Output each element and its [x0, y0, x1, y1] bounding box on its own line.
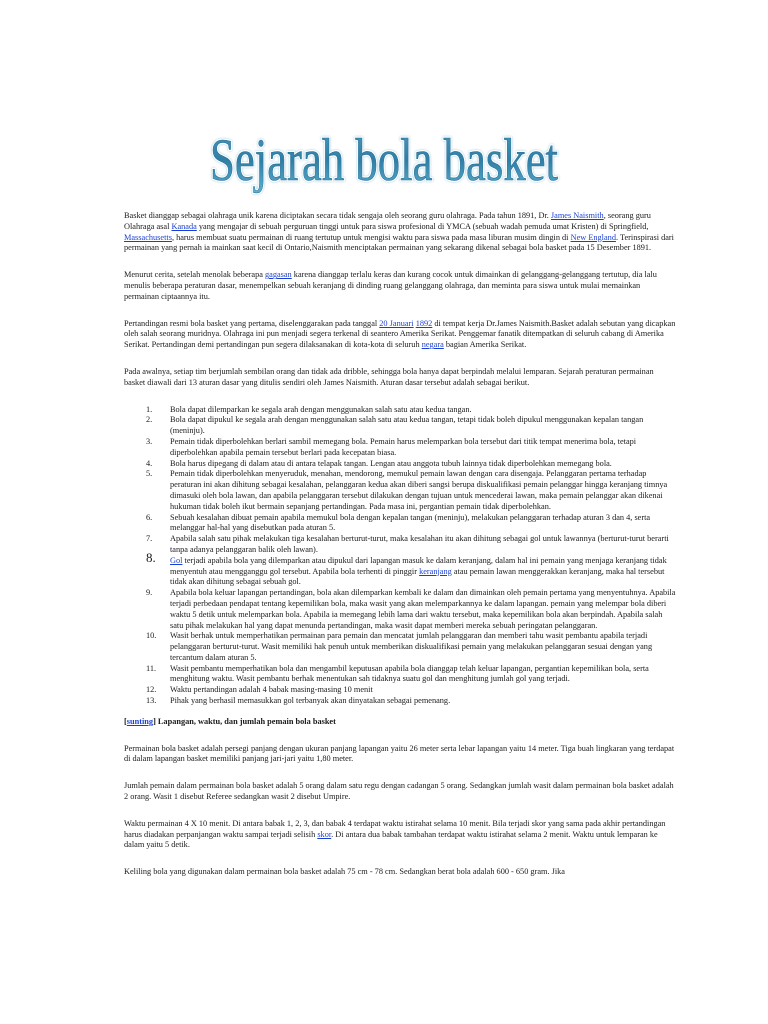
list-item — [124, 513, 676, 535]
text: Basket dianggap sebagai olahraga unik karena diciptakan secara tidak sengaja oleh seorang guru olahraga. Pada tahun 1891, Dr. — [124, 211, 551, 220]
link-keranjang[interactable]: keranjang — [419, 566, 452, 576]
text: yang mengajar di sebuah perguruan tinggi untuk para siswa profesional di YMCA (sebuah wadah pemuda umat Kristen) di Springfield, — [196, 221, 649, 231]
list-number: 12. — [146, 685, 157, 695]
paragraph-history-intro — [124, 211, 676, 254]
text: . Terinspirasi dari permainan yang pernah ia mainkan saat kecil di Ontario,Naismith menciptakan permainan yang sekarang dikenal sebagai bola basket pada 15 Desember 1891. — [124, 232, 674, 253]
text: . Di antara dua babak tambahan terdapat waktu istirahat selama 2 menit. Waktu untuk lemparan ke dalam yaitu 5 detik. — [124, 829, 658, 850]
list-number: 10. — [146, 631, 157, 641]
text: , harus membuat suatu permainan di ruang tertutup untuk mengisi waktu para siswa pada masa liburan musim dingin di — [171, 232, 571, 242]
text: Menurut cerita, setelah menolak beberapa — [124, 270, 265, 280]
article-body — [124, 211, 676, 894]
list-number: 5. — [146, 469, 153, 479]
text: karena dianggap terlalu keras dan kurang cocok untuk dimainkan di gelanggang-gelanggang tertutup, dia lalu menulis beberapa peraturan dasar, menempelkan sebuah keranjang di dinding ruang gelanggang olahraga, dan meminta para siswa untuk mulai memainkan permainan ciptaannya itu. — [124, 270, 657, 301]
page-title-outline: Sejarah bola basket — [210, 127, 559, 193]
rules-list — [124, 405, 676, 707]
link-skor[interactable]: skor — [317, 829, 332, 839]
edit-section-link[interactable]: sunting — [126, 716, 154, 726]
text: di tempat kerja Dr.James Naismith.Basket adalah sebutan yang dicapkan oleh salah seorang muridnya. Olahraga ini pun menjadi segera terkenal di seantero Amerika Serikat. Penggemar fanatik ditempatkan di seluruh cabang di Amerika Serikat. Pertandingan demi pertandingan pun segera dilaksanakan di kota-kota di seluruh — [124, 318, 676, 350]
list-item — [124, 631, 676, 663]
list-text: Apabila salah satu pihak melakukan tiga kesalahan berturut-turut, maka kesalahan itu akan dihitung sebagai gol untuk lawannya (berturut-turut berarti tanpa adanya pelanggaran balik oleh lawan). — [170, 534, 669, 554]
list-item — [124, 534, 676, 556]
list-text: Pihak yang berhasil memasukkan gol terbanyak akan dinyatakan sebagai pemenang. — [170, 696, 451, 706]
list-item — [124, 469, 676, 512]
list-item — [124, 415, 676, 437]
list-text: Sebuah kesalahan dibuat pemain apabila memukul bola dengan kepalan tangan (meninju), melakukan pelanggaran terhadap aturan 3 dan 4, serta melanggar hal-hal yang disebutkan pada aturan 5. — [170, 512, 651, 533]
link-kanada[interactable]: Kanada — [171, 221, 197, 231]
text: Waktu permainan 4 X 10 menit. Di antara babak 1, 2, 3, dan babak 4 terdapat waktu istirahat selama 10 menit. Bila terjadi skor yang sama pada akhir pertandingan harus diadakan perpanjangan waktu sampai terjadi selisih — [124, 818, 666, 839]
link-20-januari[interactable]: 20 Januari — [379, 318, 414, 328]
list-item — [124, 549, 676, 588]
paragraph-rules-intro: Pada awalnya, setiap tim berjumlah sembilan orang dan tidak ada dribble, sehingga bola hanya dapat berpindah melalui lemparan. Sejarah peraturan permainan basket diawali dari 13 aturan dasar yang ditulis sendiri oleh James Naismith. Aturan dasar tersebut adalah sebagai berikut. — [124, 366, 654, 387]
link-1892[interactable]: 1892 — [415, 318, 433, 328]
page-title-wordart — [174, 112, 594, 212]
list-number: 1. — [146, 404, 153, 414]
paragraph-story — [124, 270, 676, 302]
list-number: 3. — [146, 436, 153, 446]
list-item — [124, 459, 676, 470]
text: Pertandingan resmi bola basket yang pertama, diselenggarakan pada tanggal — [124, 318, 380, 328]
list-text: Waktu pertandingan adalah 4 babak masing-masing 10 menit — [170, 685, 373, 695]
list-text: Wasit berhak untuk memperhatikan permainan para pemain dan mencatat jumlah pelanggaran dan memberi tahu wasit pembantu apabila terjadi pelanggaran berturut-turut. Wasit memiliki hak penuh untuk memberikan diskualifikasi pemain yang melakukan pelanggaran sesuai dengan yang tercantum dalam aturan 5. — [170, 631, 653, 662]
list-item — [124, 437, 676, 459]
list-text: Pemain tidak diperbolehkan berlari sambil memegang bola. Pemain harus melemparkan bola tersebut dari titik tempat menerima bola, tetapi diperbolehkan apabila pemain tersebut berlari pada kecepatan biasa. — [170, 436, 637, 457]
list-item — [124, 685, 676, 696]
list-text: Bola harus dipegang di dalam atau di antara telapak tangan. Lengan atau anggota tubuh lainnya tidak diperbolehkan memegang bola. — [170, 458, 612, 468]
paragraph-court: Permainan bola basket adalah persegi panjang dengan ukuran panjang lapangan yaitu 26 meter serta lebar lapangan yaitu 14 meter. Tiga buah lingkaran yang terdapat di dalam lapangan basket memiliki panjang jari-jari yaitu 1,80 meter. — [124, 743, 675, 764]
bracket: [ — [124, 716, 127, 726]
list-text: Apabila bola keluar lapangan pertandingan, bola akan dilemparkan kembali ke dalam dan dimainkan oleh pemain pertama yang menyentuhnya. Apabila terjadi perbedaan pendapat tentang kepemilikan bola, maka wasit yang akan melemparkannya ke dalam lapangan. pemain yang melempar bola diberi waktu 5 detik untuk melemparkan bola. Apabila ia memegang lebih lama dari waktu tersebut, maka kepemilikan bola akan berpindah. Apabila salah satu pihak melakukan hal yang dapat menunda pertandingan, maka wasit dapat memberi mereka sebuah peringatan pelanggaran. — [170, 588, 676, 630]
list-text: atau pemain lawan menggerakkan keranjang, maka hal tersebut tidak akan dihitung sebagai sebuah gol. — [170, 566, 665, 587]
list-text: Wasit pembantu memperhatikan bola dan mengambil keputusan apabila bola dianggap telah keluar lapangan, pergantian kepemilikan bola, serta menghitung waktu. Wasit pembantu berhak menentukan sah tidaknya suatu gol dan menghitung jumlah gol yang terjadi. — [170, 663, 649, 684]
text: bagian Amerika Serikat. — [443, 340, 527, 350]
list-number: 11. — [146, 663, 157, 673]
paragraph-time — [124, 819, 676, 851]
list-number: 6. — [146, 512, 153, 522]
section-heading — [124, 717, 676, 728]
list-item — [124, 664, 676, 686]
page-title-container — [0, 112, 768, 217]
list-number: 4. — [146, 458, 153, 468]
list-item — [124, 696, 676, 707]
paragraph-first-match — [124, 319, 676, 351]
list-number: 8. — [146, 549, 156, 565]
list-text: Pemain tidak diperbolehkan menyeruduk, menahan, mendorong, memukul pemain lawan dengan cara disengaja. Pelanggaran pertama terhadap peraturan ini akan dihitung sebagai kesalahan, pelanggaran kedua akan diberi sangsi berupa diskualifikasi pemain pelanggar hingga keranjang timnya dimasuki oleh bola lawan, dan apabila pelanggaran tersebut dilakukan dengan tujuan untuk mencederai lawan, maka pemain pelanggar akan dikenai hukuman tidak boleh ikut bermain sepanjang pertandingan. Pada masa ini, pergantian pemain tidak diperbolehkan. — [170, 469, 668, 511]
paragraph-players: Jumlah pemain dalam permainan bola basket adalah 5 orang dalam satu regu dengan cadangan 5 orang. Sedangkan jumlah wasit dalam permainan bola basket adalah 2 orang. Wasit 1 disebut Referee sedangkan wasit 2 disebut Umpire. — [124, 781, 674, 802]
list-number: 7. — [146, 534, 153, 544]
link-gagasan[interactable]: gagasan — [264, 270, 292, 280]
list-number: 9. — [146, 588, 153, 598]
link-james-naismith[interactable]: James Naismith — [550, 211, 604, 220]
link-negara[interactable]: negara — [421, 340, 444, 350]
list-number: 13. — [146, 696, 157, 706]
list-text: Bola dapat dilemparkan ke segala arah dengan menggunakan salah satu atau kedua tangan. — [170, 404, 472, 414]
list-item — [124, 588, 676, 631]
bracket: ] — [153, 716, 156, 726]
page-title: Sejarah bola basket — [210, 127, 559, 193]
list-item — [124, 405, 676, 416]
section-heading-text: Lapangan, waktu, dan jumlah pemain bola basket — [155, 716, 336, 726]
link-gol[interactable]: Gol — [170, 555, 183, 565]
list-text: Bola dapat dipukul ke segala arah dengan menggunakan salah satu atau kedua tangan, tetapi tidak boleh dipukul menggunakan kepalan tangan (meninju). — [170, 415, 644, 436]
paragraph-ball: Keliling bola yang digunakan dalam permainan bola basket adalah 75 cm - 78 cm. Sedangkan berat bola adalah 600 - 650 gram. Jika — [124, 867, 565, 877]
link-new-england[interactable]: New England — [570, 232, 616, 242]
list-number: 2. — [146, 415, 153, 425]
text: , seorang guru Olahraga asal — [124, 211, 651, 231]
list-text: terjadi apabila bola yang dilemparkan atau dipukul dari lapangan masuk ke dalam keranjang, dalam hal ini pemain yang menjaga keranjang tidak menyentuh atau mengganggu gol tersebut. Apabila bola terhenti di pinggir — [170, 555, 667, 576]
link-massachusetts[interactable]: Massachusetts — [124, 232, 172, 242]
